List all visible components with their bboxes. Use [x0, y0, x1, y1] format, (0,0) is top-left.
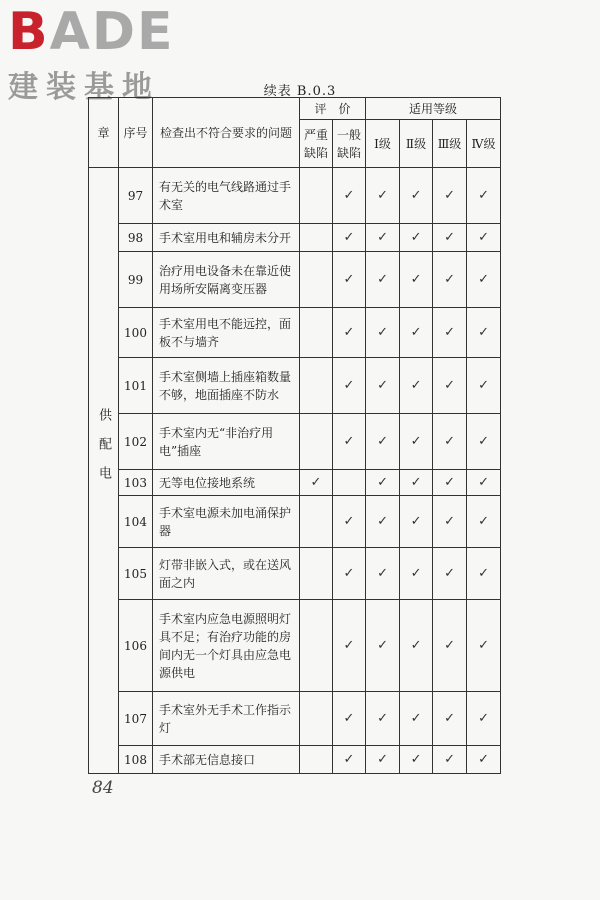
cell-grade-2: [400, 746, 433, 774]
cell-grade-1: [366, 358, 400, 414]
row-number: 99: [119, 252, 153, 308]
cell-general: [333, 358, 366, 414]
check-icon: ✓: [444, 188, 455, 203]
cell-grade-3: [433, 414, 467, 470]
cell-general: [333, 308, 366, 358]
check-icon: ✓: [343, 434, 355, 449]
cell-grade-2: [400, 168, 433, 224]
cell-grade-3: [433, 470, 467, 496]
check-icon: ✓: [410, 514, 422, 529]
check-icon: ✓: [410, 475, 422, 490]
row-problem: 手术部无信息接口: [153, 746, 300, 774]
check-icon: ✓: [410, 434, 422, 449]
cell-serious: [300, 252, 333, 308]
row-number: 100: [119, 308, 153, 358]
table-row: [89, 470, 501, 496]
check-icon: ✓: [343, 188, 355, 203]
inspection-table: [88, 97, 501, 774]
header-chapter: 章: [89, 98, 119, 168]
table-row: [89, 224, 501, 252]
check-icon: ✓: [444, 752, 455, 767]
cell-grade-4: [467, 168, 501, 224]
check-icon: ✓: [444, 566, 455, 581]
cell-grade-3: [433, 496, 467, 548]
cell-grade-1: [366, 252, 400, 308]
cell-grade-2: [400, 496, 433, 548]
cell-general: [333, 470, 366, 496]
cell-grade-1: [366, 496, 400, 548]
cell-grade-4: [467, 496, 501, 548]
check-icon: ✓: [377, 514, 388, 529]
check-icon: ✓: [343, 752, 355, 767]
check-icon: ✓: [343, 325, 355, 340]
logo-subtitle: 建装基地: [8, 70, 160, 105]
header-eval: 评 价: [300, 98, 366, 120]
check-icon: ✓: [377, 752, 388, 767]
cell-general: [333, 414, 366, 470]
check-icon: ✓: [310, 475, 322, 490]
row-number: 101: [119, 358, 153, 414]
cell-grade-2: [400, 600, 433, 692]
header-serious: 严重缺陷: [300, 120, 333, 168]
cell-grade-2: [400, 548, 433, 600]
cell-grade-3: [433, 358, 467, 414]
row-problem: 手术室外无手术工作指示灯: [153, 692, 300, 746]
cell-grade-4: [467, 414, 501, 470]
cell-grade-1: [366, 224, 400, 252]
cell-grade-2: [400, 224, 433, 252]
cell-grade-4: [467, 746, 501, 774]
row-problem: 治疗用电设备未在靠近使用场所安隔离变压器: [153, 252, 300, 308]
cell-grade-3: [433, 168, 467, 224]
check-icon: ✓: [377, 378, 388, 393]
header-general: 一般缺陷: [333, 120, 366, 168]
check-icon: ✓: [444, 378, 455, 393]
header-grade-4: Ⅳ级: [467, 120, 501, 168]
check-icon: ✓: [478, 711, 489, 726]
cell-grade-3: [433, 308, 467, 358]
cell-general: [333, 692, 366, 746]
cell-serious: [300, 414, 333, 470]
check-icon: ✓: [343, 566, 355, 581]
chapter-cell: [89, 168, 119, 774]
cell-general: [333, 548, 366, 600]
cell-general: [333, 168, 366, 224]
cell-grade-4: [467, 252, 501, 308]
check-icon: ✓: [377, 434, 388, 449]
cell-grade-3: [433, 224, 467, 252]
check-icon: ✓: [377, 638, 388, 653]
check-icon: ✓: [444, 272, 455, 287]
check-icon: ✓: [410, 325, 422, 340]
cell-grade-4: [467, 692, 501, 746]
check-icon: ✓: [478, 752, 489, 767]
cell-grade-2: [400, 692, 433, 746]
cell-grade-3: [433, 600, 467, 692]
cell-serious: [300, 548, 333, 600]
cell-grade-2: [400, 252, 433, 308]
check-icon: ✓: [478, 434, 489, 449]
cell-grade-1: [366, 414, 400, 470]
cell-serious: [300, 308, 333, 358]
check-icon: ✓: [410, 638, 422, 653]
check-icon: ✓: [343, 711, 355, 726]
check-icon: ✓: [444, 434, 455, 449]
cell-grade-1: [366, 692, 400, 746]
cell-grade-2: [400, 414, 433, 470]
check-icon: ✓: [478, 514, 489, 529]
cell-general: [333, 600, 366, 692]
check-icon: ✓: [377, 566, 388, 581]
cell-grade-3: [433, 746, 467, 774]
cell-serious: [300, 692, 333, 746]
table-row: [89, 600, 501, 692]
check-icon: ✓: [444, 230, 455, 245]
check-icon: ✓: [343, 514, 355, 529]
header-grade-1: Ⅰ级: [366, 120, 400, 168]
cell-general: [333, 496, 366, 548]
cell-grade-2: [400, 358, 433, 414]
row-problem: 手术室内无“非治疗用电”插座: [153, 414, 300, 470]
cell-serious: [300, 358, 333, 414]
row-problem: 手术室侧墙上插座箱数量不够，地面插座不防水: [153, 358, 300, 414]
cell-grade-1: [366, 548, 400, 600]
cell-serious: [300, 746, 333, 774]
check-icon: ✓: [377, 188, 388, 203]
row-number: 108: [119, 746, 153, 774]
cell-grade-3: [433, 252, 467, 308]
row-number: 98: [119, 224, 153, 252]
check-icon: ✓: [478, 566, 489, 581]
cell-grade-3: [433, 548, 467, 600]
header-problem: 检查出不符合要求的问题: [153, 98, 300, 168]
table-caption: 续表 B.0.3: [263, 84, 337, 99]
logo-accent-letter: B: [8, 2, 50, 62]
check-icon: ✓: [410, 378, 422, 393]
check-icon: ✓: [410, 752, 422, 767]
cell-general: [333, 252, 366, 308]
cell-grade-4: [467, 470, 501, 496]
check-icon: ✓: [478, 325, 489, 340]
table-row: [89, 548, 501, 600]
cell-serious: [300, 168, 333, 224]
check-icon: ✓: [343, 378, 355, 393]
check-icon: ✓: [343, 272, 355, 287]
cell-serious: [300, 600, 333, 692]
check-icon: ✓: [410, 188, 422, 203]
cell-grade-1: [366, 470, 400, 496]
cell-general: [333, 224, 366, 252]
cell-grade-4: [467, 224, 501, 252]
check-icon: ✓: [478, 230, 489, 245]
table-row: [89, 358, 501, 414]
cell-serious: [300, 224, 333, 252]
cell-serious: [300, 470, 333, 496]
row-number: 105: [119, 548, 153, 600]
cell-serious: [300, 496, 333, 548]
cell-grade-2: [400, 308, 433, 358]
check-icon: ✓: [410, 711, 422, 726]
row-problem: 手术室用电和辅房未分开: [153, 224, 300, 252]
row-number: 97: [119, 168, 153, 224]
check-icon: ✓: [377, 475, 388, 490]
cell-general: [333, 746, 366, 774]
row-problem: 手术室内应急电源照明灯具不足；有治疗功能的房间内无一个灯具由应急电源供电: [153, 600, 300, 692]
table-row: [89, 746, 501, 774]
check-icon: ✓: [478, 378, 489, 393]
header-grade-3: Ⅲ级: [433, 120, 467, 168]
check-icon: ✓: [377, 272, 388, 287]
check-icon: ✓: [410, 566, 422, 581]
check-icon: ✓: [343, 638, 355, 653]
header-seq: 序号: [119, 98, 153, 168]
check-icon: ✓: [343, 230, 355, 245]
page-number: 84: [92, 778, 114, 798]
cell-grade-2: [400, 470, 433, 496]
row-number: 102: [119, 414, 153, 470]
check-icon: ✓: [478, 272, 489, 287]
cell-grade-4: [467, 600, 501, 692]
table-row: [89, 252, 501, 308]
cell-grade-4: [467, 548, 501, 600]
cell-grade-4: [467, 308, 501, 358]
check-icon: ✓: [478, 638, 489, 653]
logo-wordmark: [8, 2, 175, 62]
chapter-label: 供配电: [96, 408, 111, 495]
header-grade-2: Ⅱ级: [400, 120, 433, 168]
table-row: [89, 308, 501, 358]
row-number: 106: [119, 600, 153, 692]
check-icon: ✓: [377, 325, 388, 340]
header-grades: 适用等级: [366, 98, 501, 120]
check-icon: ✓: [444, 711, 455, 726]
cell-grade-4: [467, 358, 501, 414]
table-row: [89, 692, 501, 746]
table-row: [89, 414, 501, 470]
check-icon: ✓: [444, 475, 455, 490]
row-problem: 手术室用电不能远控，面板不与墙齐: [153, 308, 300, 358]
row-problem: 有无关的电气线路通过手术室: [153, 168, 300, 224]
check-icon: ✓: [410, 272, 422, 287]
row-number: 103: [119, 470, 153, 496]
row-problem: 无等电位接地系统: [153, 470, 300, 496]
row-problem: 手术室电源未加电涌保护器: [153, 496, 300, 548]
row-problem: 灯带非嵌入式，或在送风面之内: [153, 548, 300, 600]
table-row: [89, 496, 501, 548]
check-icon: ✓: [444, 514, 455, 529]
check-icon: ✓: [444, 638, 455, 653]
logo-rest-letters: ADE: [49, 2, 175, 62]
row-number: 104: [119, 496, 153, 548]
cell-grade-3: [433, 692, 467, 746]
cell-grade-1: [366, 600, 400, 692]
cell-grade-1: [366, 746, 400, 774]
check-icon: ✓: [377, 230, 388, 245]
row-number: 107: [119, 692, 153, 746]
check-icon: ✓: [478, 188, 489, 203]
table-row: [89, 168, 501, 224]
check-icon: ✓: [410, 230, 422, 245]
cell-grade-1: [366, 168, 400, 224]
check-icon: ✓: [444, 325, 455, 340]
check-icon: ✓: [377, 711, 388, 726]
check-icon: ✓: [478, 475, 489, 490]
cell-grade-1: [366, 308, 400, 358]
